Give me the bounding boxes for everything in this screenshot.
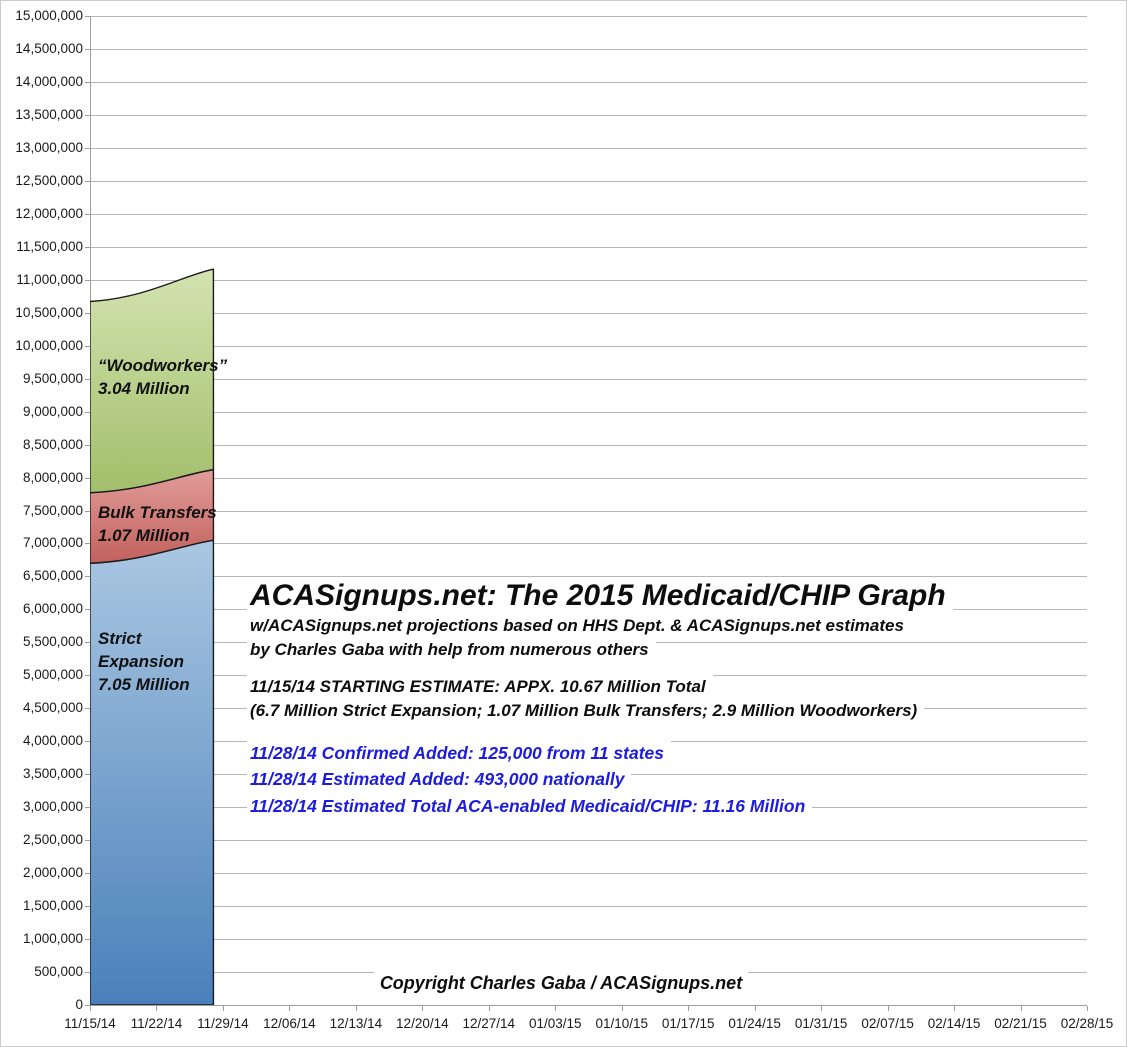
y-axis-label: 1,000,000	[22, 931, 83, 947]
x-axis-label: 02/07/15	[861, 1016, 914, 1031]
y-axis-label: 7,500,000	[22, 502, 83, 518]
x-tick-mark	[489, 1006, 490, 1011]
update-line-1: 11/28/14 Confirmed Added: 125,000 from 11 states	[247, 740, 671, 766]
x-tick-mark	[622, 1006, 623, 1011]
starting-estimate-block	[247, 675, 924, 723]
y-axis-label: 12,000,000	[15, 205, 83, 221]
x-tick-mark	[954, 1006, 955, 1011]
x-axis-label: 01/10/15	[595, 1016, 648, 1031]
x-tick-mark	[688, 1006, 689, 1011]
chart-subtitle-2: by Charles Gaba with help from numerous others	[247, 638, 656, 662]
y-axis-label: 6,500,000	[22, 568, 83, 584]
y-axis-label: 5,500,000	[22, 634, 83, 650]
strict-label-line3: 7.05 Million	[98, 675, 190, 694]
x-axis-label: 02/21/15	[994, 1016, 1047, 1031]
y-axis-label: 2,000,000	[22, 865, 83, 881]
y-axis-label: 15,000,000	[15, 8, 83, 23]
x-tick-mark	[1021, 1006, 1022, 1011]
x-tick-mark	[422, 1006, 423, 1011]
x-axis-label: 02/28/15	[1060, 1016, 1114, 1031]
y-axis-label: 5,000,000	[22, 667, 83, 683]
x-tick-mark	[821, 1006, 822, 1011]
chart-subtitle-1: w/ACASignups.net projections based on HHS Dept. & ACASignups.net estimates	[247, 614, 911, 638]
stacked-area-svg	[90, 16, 1087, 1005]
y-axis-label: 7,000,000	[22, 535, 83, 551]
update-block	[247, 740, 812, 819]
x-tick-mark	[1087, 1006, 1088, 1011]
x-tick-mark	[356, 1006, 357, 1011]
y-axis-label: 13,500,000	[15, 106, 83, 122]
y-axis-label: 14,500,000	[15, 40, 83, 56]
x-tick-mark	[289, 1006, 290, 1011]
title-block	[247, 578, 953, 661]
x-tick-mark	[888, 1006, 889, 1011]
starting-estimate-line-1: 11/15/14 STARTING ESTIMATE: APPX. 10.67 Million Total	[247, 675, 713, 699]
copyright-note	[301, 973, 821, 994]
y-axis-label: 10,500,000	[15, 304, 83, 320]
x-tick-mark	[156, 1006, 157, 1011]
x-tick-mark	[555, 1006, 556, 1011]
y-axis-label: 13,000,000	[15, 139, 83, 155]
x-axis-line	[90, 1005, 1087, 1006]
x-axis-label: 12/27/14	[462, 1016, 516, 1031]
x-tick-mark	[755, 1006, 756, 1011]
y-axis-label: 14,000,000	[15, 73, 83, 89]
x-axis-label: 01/24/15	[728, 1016, 781, 1031]
area-strict-expansion	[90, 540, 213, 1005]
strict-label-line2: Expansion	[98, 652, 184, 671]
update-line-3: 11/28/14 Estimated Total ACA-enabled Medicaid/CHIP: 11.16 Million	[247, 793, 812, 819]
y-axis-label: 1,500,000	[22, 898, 83, 914]
x-axis-label: 12/06/14	[263, 1016, 316, 1031]
woodworkers-label-line1: “Woodworkers”	[98, 356, 228, 375]
bulk-transfers-area-label	[98, 501, 217, 547]
x-axis-label: 11/15/14	[64, 1016, 116, 1031]
x-axis-label: 12/13/14	[329, 1016, 383, 1031]
y-axis-label: 11,000,000	[16, 271, 83, 287]
x-axis-label: 11/22/14	[130, 1016, 183, 1031]
woodworkers-label-line2: 3.04 Million	[98, 379, 190, 398]
bulk-label-line2: 1.07 Million	[98, 526, 190, 545]
y-axis-label: 500,000	[34, 964, 83, 980]
y-axis-label: 6,000,000	[22, 601, 83, 617]
y-axis-label: 9,000,000	[22, 403, 83, 419]
chart-title: ACASignups.net: The 2015 Medicaid/CHIP Graph	[247, 578, 953, 614]
y-axis-label: 3,000,000	[22, 799, 83, 815]
strict-label-line1: Strict	[98, 629, 142, 648]
strict-expansion-area-label	[98, 627, 190, 696]
x-axis-label: 11/29/14	[197, 1016, 249, 1031]
y-axis-label: 0	[75, 997, 83, 1012]
copyright-text: Copyright Charles Gaba / ACASignups.net	[374, 972, 748, 994]
x-axis-label: 01/17/15	[661, 1016, 715, 1031]
y-axis-label: 11,500,000	[16, 238, 83, 254]
x-tick-mark	[90, 1006, 91, 1011]
y-axis-label: 12,500,000	[15, 172, 83, 188]
y-axis-label: 4,500,000	[22, 700, 83, 716]
x-axis-label: 01/31/15	[794, 1016, 848, 1031]
x-axis-label: 12/20/14	[396, 1016, 449, 1031]
x-tick-mark	[223, 1006, 224, 1011]
x-axis-label: 02/14/15	[927, 1016, 981, 1031]
y-axis-label: 10,000,000	[15, 337, 83, 353]
y-axis-label: 8,000,000	[22, 469, 83, 485]
y-axis-label: 2,500,000	[22, 832, 83, 848]
bulk-label-line1: Bulk Transfers	[98, 503, 217, 522]
y-axis-label: 3,500,000	[22, 766, 83, 782]
x-axis-label: 01/03/15	[528, 1016, 582, 1031]
y-axis-label: 9,500,000	[22, 370, 83, 386]
woodworkers-area-label	[98, 354, 227, 400]
y-axis-label: 8,500,000	[22, 436, 83, 452]
y-axis-label: 4,000,000	[22, 733, 83, 749]
update-line-2: 11/28/14 Estimated Added: 493,000 nationally	[247, 766, 631, 792]
starting-estimate-line-2: (6.7 Million Strict Expansion; 1.07 Million Bulk Transfers; 2.9 Million Woodworkers)	[247, 699, 924, 723]
